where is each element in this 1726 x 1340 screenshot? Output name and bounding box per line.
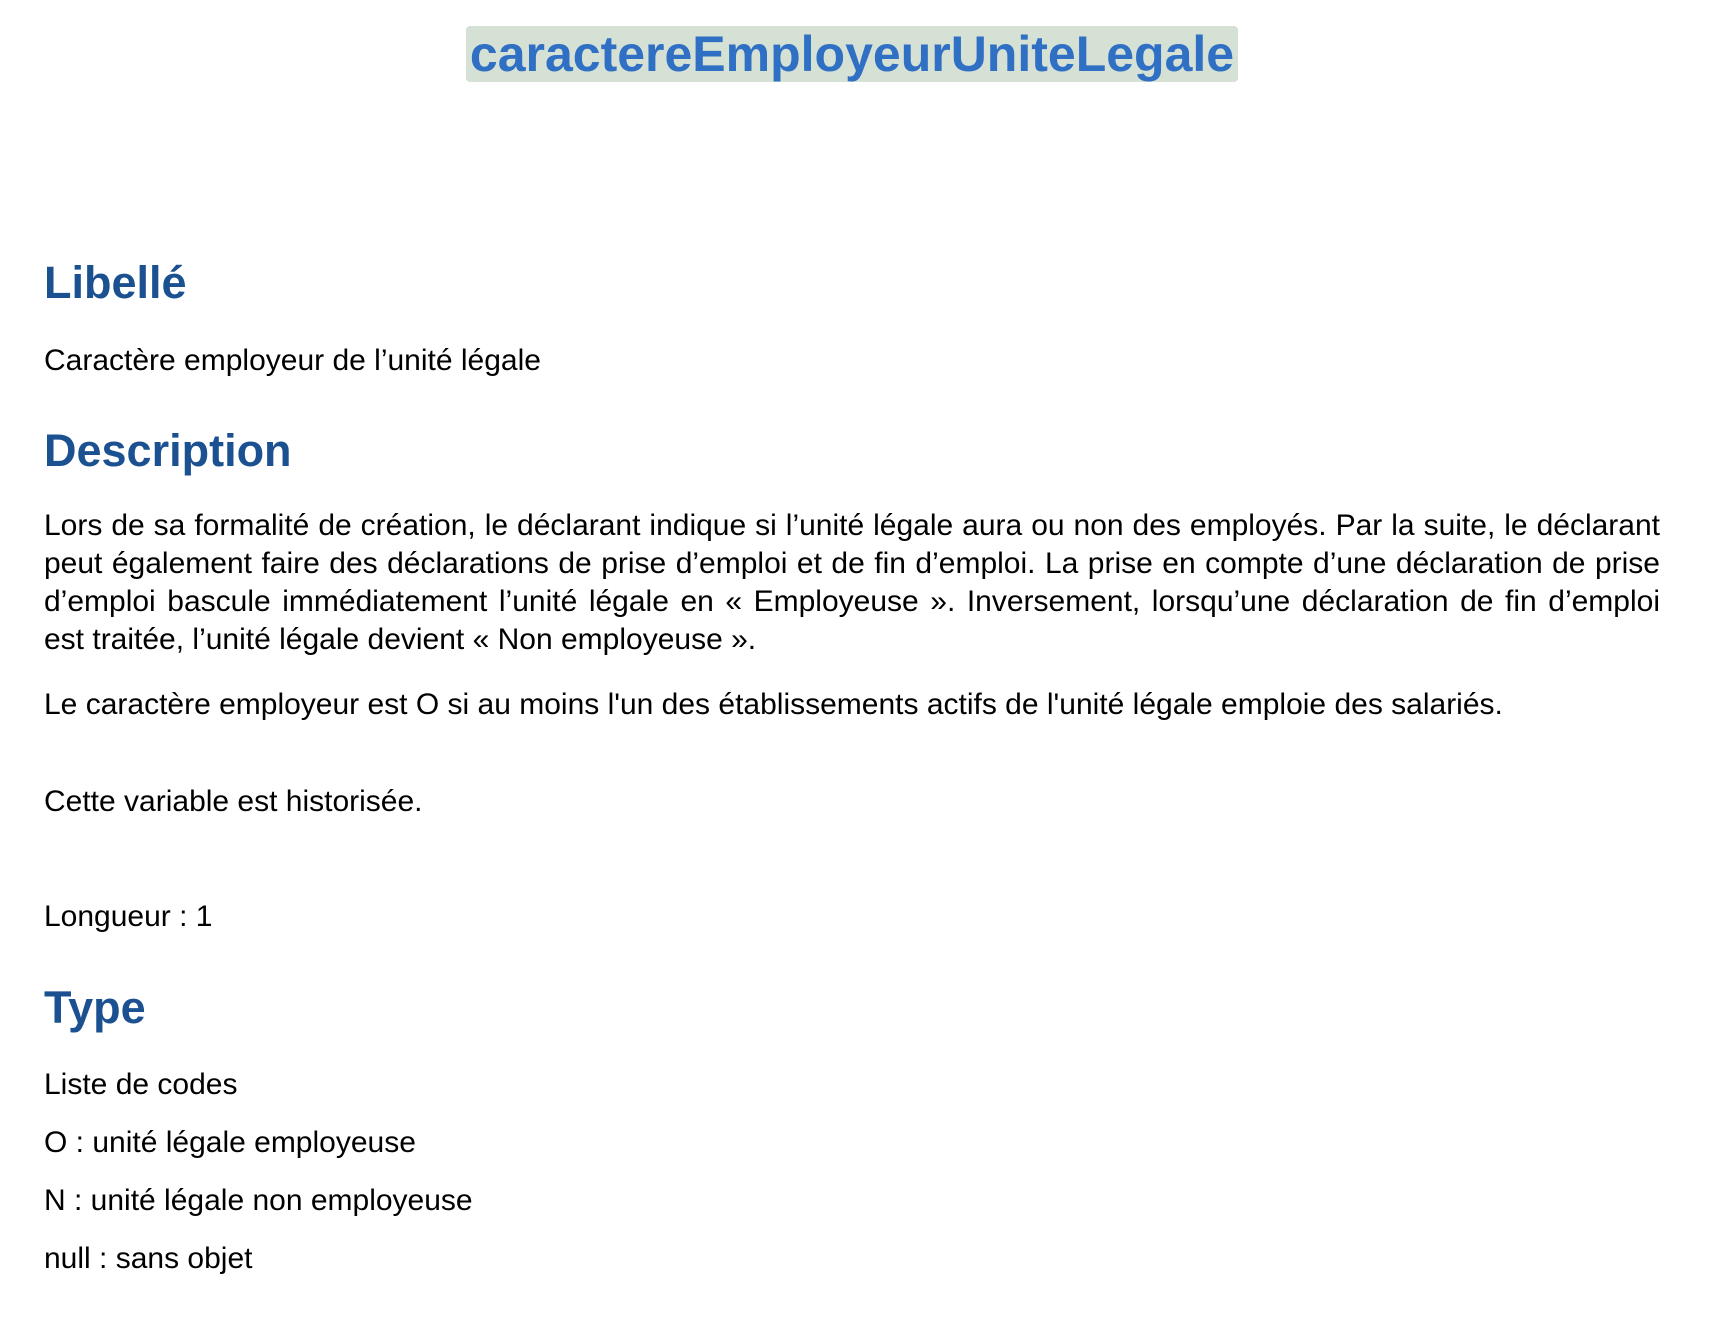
title-container [44,26,1660,82]
libelle-heading: Libellé [44,257,187,308]
type-heading: Type [44,982,146,1033]
type-line-1: Liste de codes [44,1068,238,1101]
description-heading: Description [44,425,292,476]
type-line-2: O : unité légale employeuse [44,1126,416,1159]
type-line-4: null : sans objet [44,1242,253,1275]
length-text: Longueur : 1 [44,900,213,933]
description-paragraph-2: Le caractère employeur est O si au moins l'un des établissements actifs de l'unité légale emploie des salariés. [44,688,1503,721]
type-line-3: N : unité légale non employeuse [44,1184,473,1217]
description-paragraph-1: Lors de sa formalité de création, le déclarant indique si l’unité légale aura ou non des employés. Par la suite, le déclarant peut également faire des déclarations de prise d’emploi et de fin d’emploi. La prise en compte d’une déclaration de prise d’emploi bascule immédiatement l’unité légale en « Employeuse ». Inversement, lorsqu’une déclaration de fin d’emploi est traitée, l’unité légale devient « Non employeuse ». [44,509,1660,656]
libelle-text: Caractère employeur de l’unité légale [44,344,541,377]
page-title: caractereEmployeurUniteLegale [466,26,1238,82]
description-paragraph-3: Cette variable est historisée. [44,785,423,818]
